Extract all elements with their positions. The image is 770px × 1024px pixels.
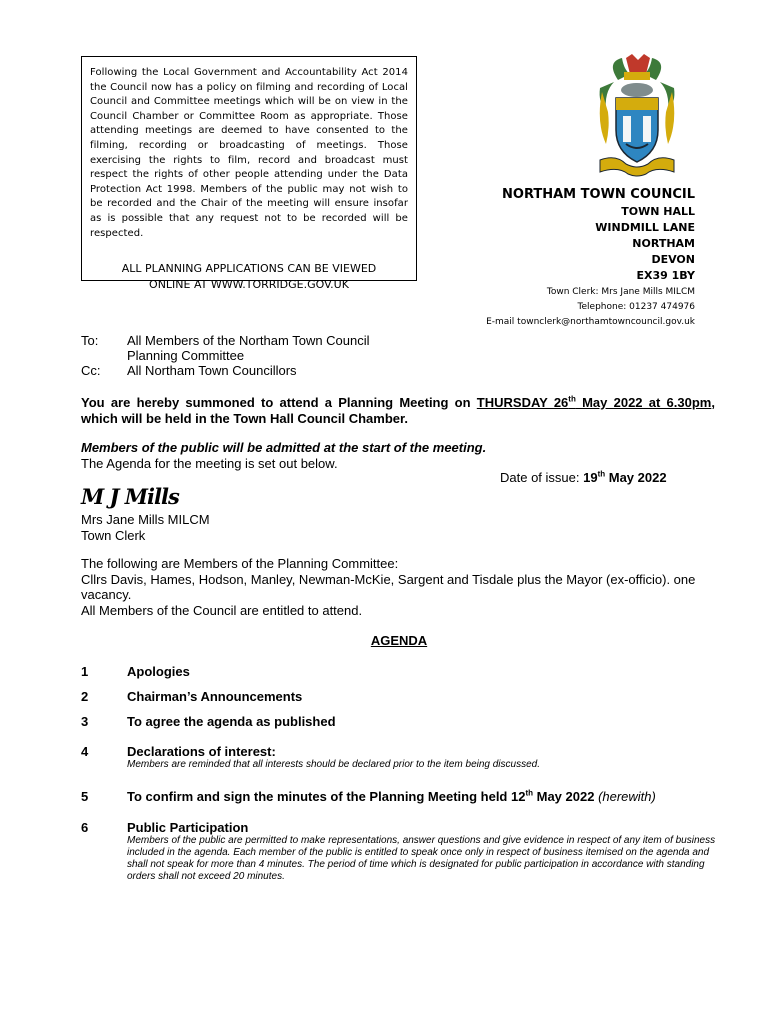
clerk-title: Town Clerk	[81, 527, 146, 543]
cc-label: Cc:	[81, 363, 101, 378]
agenda-item	[81, 744, 721, 771]
agenda-item-number: 6	[81, 820, 89, 835]
agenda-item-note: Members of the public are permitted to make representations, answer questions and give evidence in respect of any item of business included in the agenda. Each member of the public is entitled to speak once only in respect of business itemised on the agenda and shall not speak for more than 4 minutes. The period of time which is designated for public participation in accordance with standing orders shall not exceed 20 minutes.	[127, 835, 716, 882]
to-label: To:	[81, 333, 99, 348]
public-admission-line: Members of the public will be admitted at the start of the meeting.	[81, 440, 487, 455]
clerk-name: Mrs Jane Mills MILCM	[81, 512, 210, 527]
agenda-item	[81, 664, 721, 679]
agenda-item-number: 1	[81, 664, 89, 679]
agenda-item-title: To agree the agenda as published	[127, 714, 336, 729]
agenda-item-number: 2	[81, 689, 89, 704]
address-line: NORTHAM	[632, 237, 695, 250]
planning-applications-notice	[90, 261, 408, 293]
members-attend-note: All Members of the Council are entitled to attend.	[81, 602, 363, 618]
clerk-signature: M J Mills	[81, 484, 179, 509]
recipients-block	[81, 333, 370, 378]
agenda-item	[81, 689, 721, 704]
council-name: NORTHAM TOWN COUNCIL	[502, 187, 695, 202]
members-list: Cllrs Davis, Hames, Hodson, Manley, Newman-McKie, Sargent and Tisdale plus the Mayor (ex-officio). one vacancy.	[81, 571, 696, 602]
address-line: EX39 1BY	[636, 269, 695, 282]
cc-line: All Northam Town Councillors	[127, 363, 297, 378]
to-line-2: Planning Committee	[127, 348, 245, 363]
planning-line-1: ALL PLANNING APPLICATIONS CAN BE VIEWED	[121, 262, 377, 276]
filming-notice-box	[81, 56, 417, 292]
telephone-line: Telephone: 01237 474976	[577, 302, 695, 312]
members-intro: The following are Members of the Planning Committee:	[81, 556, 399, 571]
summons-location: , which will be held in the Town Hall Council Chamber.	[81, 395, 715, 426]
address-line: WINDMILL LANE	[595, 221, 695, 234]
agenda-item-title: Apologies	[127, 664, 190, 679]
agenda-item	[81, 820, 721, 883]
summons-text: You are hereby summoned to attend a Planning Meeting on	[81, 395, 477, 410]
committee-members-block	[81, 556, 715, 618]
council-header	[486, 186, 695, 329]
email-line[interactable]: E-mail townclerk@northamtowncouncil.gov.uk	[486, 317, 695, 327]
agenda-intro-line: The Agenda for the meeting is set out below.	[81, 455, 338, 471]
agenda-item-title: Chairman’s Announcements	[127, 689, 303, 704]
town-clerk-line: Town Clerk: Mrs Jane Mills MILCM	[546, 287, 695, 297]
clerk-block	[81, 512, 715, 543]
agenda-title: AGENDA	[370, 633, 428, 648]
address-line: DEVON	[651, 253, 695, 266]
agenda-item-title: Public Participation	[127, 820, 249, 835]
council-crest-logo	[596, 52, 678, 182]
filming-policy-text: Following the Local Government and Accountability Act 2014 the Council now has a policy on filming and recording of Local Council and Committee meetings which will be on view in the Council Chamber or Committee Room as appropriate. Those attending meetings are deemed to have consented to the filming, recording or broadcasting of meetings. Those exercising the rights to film, record and broadcast must respect the rights of other people attending under the Data Protection Act 1998. Members of the public may not wish to be recorded and the Chair of the meeting will ensure insofar as is possible that any request not to be recorded will be respected.	[90, 67, 408, 239]
agenda-item-note: Members are reminded that all interests should be declared prior to the item being discussed.	[127, 759, 540, 770]
public-admission-block	[81, 440, 715, 471]
agenda-item-number: 3	[81, 714, 89, 729]
herewith-note: (herewith)	[598, 789, 656, 804]
agenda-item-number: 5	[81, 789, 89, 804]
address-line: TOWN HALL	[621, 205, 695, 218]
to-line-1: All Members of the Northam Town Council	[127, 333, 370, 348]
meeting-date: THURSDAY 26th May 2022 at 6.30pm	[476, 394, 712, 410]
agenda-item-title: Declarations of interest:	[127, 744, 276, 759]
agenda-item-title: To confirm and sign the minutes of the Planning Meeting held 12th May 2022	[127, 788, 599, 804]
meeting-summons	[81, 395, 715, 426]
date-of-issue: Date of issue: 19th May 2022	[500, 469, 667, 485]
planning-line-2: ONLINE AT WWW.TORRIDGE.GOV.UK	[149, 278, 349, 292]
agenda-item	[81, 789, 721, 804]
agenda-item	[81, 714, 721, 729]
agenda-item-number: 4	[81, 744, 89, 759]
